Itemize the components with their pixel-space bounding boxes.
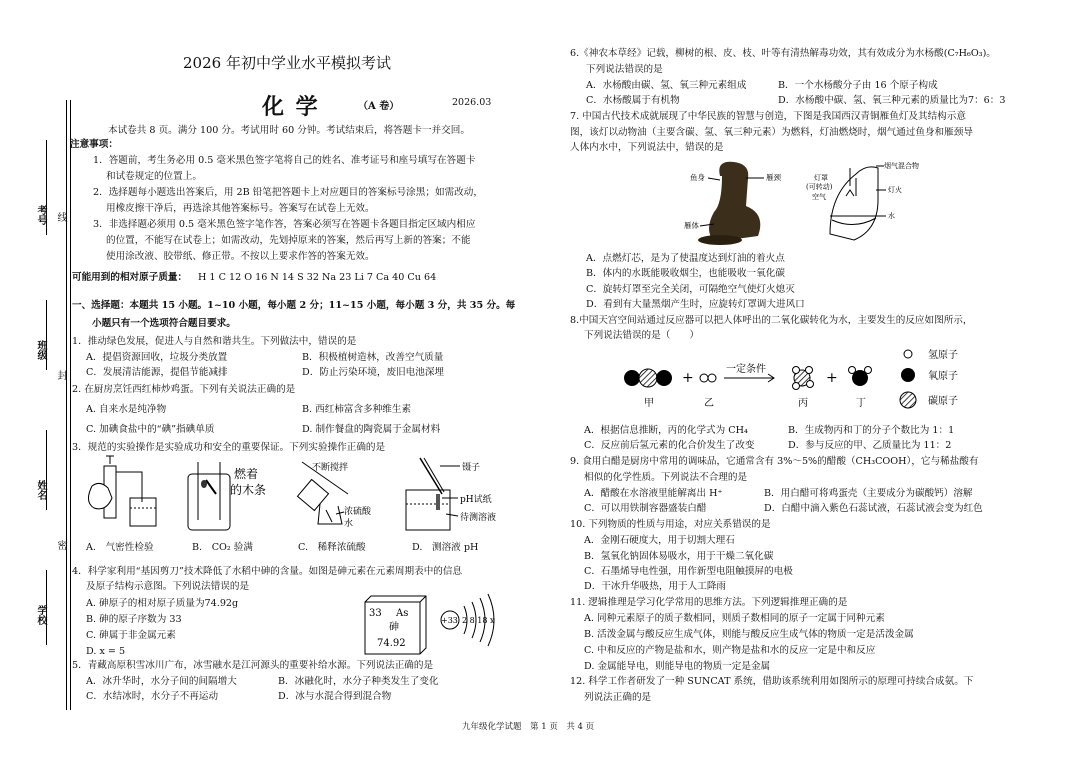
q3-fig-c-water: 水: [344, 519, 354, 529]
electron-shells: 2 8 18 x: [462, 616, 495, 625]
element-symbol: As: [396, 608, 409, 619]
q2-option-b: B. 西红柿富含多种维生素: [302, 404, 412, 415]
q3-option-d: D. 测溶液 pH: [412, 542, 479, 553]
q5-option-b: B．冰融化时，水分子种类发生了变化: [278, 676, 439, 687]
legend-o-marker: [901, 368, 915, 382]
class-blank: [46, 300, 47, 370]
note-line: 1．答题前，考生务必用 0.5 毫米黑色签字笔将自己的姓名、准考证号和座号填写在答题卡: [93, 155, 476, 166]
q5-option-a: A．冰升华时，水分子间的间隔增大: [86, 676, 237, 687]
q11-option-c: C. 中和反应的产物是盐和水，则产物是盐和水的反应一定是中和反应: [584, 645, 876, 656]
lbl-water: 水: [888, 212, 895, 220]
q10-option-c: C．石墨烯导电性强，用作新型电阻触摸屏的电极: [584, 566, 793, 577]
element-atomic-number: 33: [369, 608, 382, 619]
lbl-smoke: 烟气混合物: [884, 162, 919, 170]
section1-heading-cont: 小题只有一个选项符合题目要求。: [92, 318, 236, 329]
q12-stem: 12. 科学工作者研发了一种 SUNCAT 系统，借助该系统利用如图所示的原理可持续合成氨。下: [570, 676, 974, 687]
lbl-fish: 鱼身: [690, 173, 705, 182]
ph-test-figure: [406, 458, 496, 530]
exam-no-blank: [46, 140, 47, 235]
plus-sign-2: +: [826, 370, 838, 386]
q11-option-a: A. 同种元素原子的质子数相同，则质子数相同的原子一定属于同种元素: [584, 613, 885, 624]
dilute-acid-figure: [298, 461, 372, 529]
q7-stem-cont2: 人体内水中，下列说法中，错误的是: [570, 142, 724, 153]
element-mass: 74.92: [377, 638, 406, 649]
q1-option-d: D．防止污染环境，废旧电池深埋: [302, 367, 445, 378]
notes-heading: 注意事项：: [70, 139, 118, 150]
label-yi: 乙: [704, 398, 714, 409]
q11-option-b: B. 活泼金属与酸反应生成气体，则能与酸反应生成气体的物质一定是活泼金属: [584, 629, 914, 640]
label-jia: 甲: [644, 398, 654, 409]
class-label: 班级: [35, 340, 46, 360]
q1-option-b: B．积极植树造林，改善空气质量: [302, 352, 444, 363]
binding-line-inner: [70, 100, 71, 710]
nucleus-charge: +33: [441, 616, 458, 625]
q3-fig-d-paper: pH试纸: [460, 495, 492, 505]
lbl-neck: 雁颈: [766, 173, 781, 182]
molecule-yi: [700, 374, 716, 382]
q5-stem: 5．青藏高原积雪冰川广布，冰雪融水是江河源头的重要补给水源。下列说法正确的是: [72, 660, 434, 671]
school-blank: [46, 570, 47, 645]
q3-option-a: A. 气密性检验: [86, 542, 154, 553]
q6-option-c: C．水杨酸属于有机物: [586, 95, 680, 106]
legend-h: 氢原子: [928, 350, 958, 361]
q8-stem: 8.中国天宫空间站通过反应器可以把人体呼出的二氧化碳转化为水，主要发生的反应如图所示，: [570, 315, 973, 326]
q6-stem: 6.《神农本草经》记载，柳树的根、皮、枝、叶等有清热解毒功效，其有效成分为水杨酸(C₇H₆O₃)。: [570, 48, 996, 59]
q4-option-c: C. 砷属于非金属元素: [86, 630, 176, 641]
q6-option-a: A．水杨酸由碳、氢、氧三种元素组成: [586, 80, 747, 91]
legend-h-marker: [904, 350, 912, 358]
note-line: 2．选择题每小题选出答案后，用 2B 铅笔把答题卡上对应题目的答案标号涂黑；如需改动，: [93, 187, 483, 198]
q3-fig-b-text: 燃着: [234, 467, 259, 481]
q4-stem: 4．科学家利用“基因剪刀”技术降低了水稻中砷的含量。如图是砷元素在元素周期表中的信息: [72, 566, 463, 577]
reaction-condition: 一定条件: [726, 364, 766, 375]
molecule-jia: [624, 369, 672, 387]
q5-option-c: C．水结冰时，水分子不再运动: [86, 691, 219, 702]
seal-char-xian: 线: [55, 212, 66, 222]
q4-stem-cont: 及原子结构示意图。下列说法错误的是: [86, 581, 250, 592]
lbl-fire: 灯火: [888, 186, 902, 194]
q3-stem: 3．规范的实验操作是实验成功和安全的重要保证。下列实验操作正确的是: [72, 442, 386, 453]
q10-option-d: D．干冰升华吸热，用于人工降雨: [584, 581, 727, 592]
q12-stem-cont: 列说法正确的是: [584, 692, 652, 703]
section1-heading: 一、选择题：本题共 15 小题。1~10 小题，每小题 2 分；11~15 小题，每小题 3 分，共 35 分。每: [72, 300, 516, 311]
seal-char-mi: 密: [55, 540, 66, 550]
q4-option-b: B. 砷的原子序数为 33: [86, 614, 182, 625]
q8-option-d: D．参与反应的甲、乙质量比为 11：2: [788, 440, 952, 451]
q7-option-b: B．体内的水既能吸收烟尘，也能吸收一氧化碳: [586, 268, 785, 279]
q9-stem-cont: 相似的化学性质。下列说法不合理的是: [584, 472, 748, 483]
molecule-bing: [793, 367, 814, 390]
airtightness-check-figure: [88, 456, 156, 526]
legend-c-marker: [900, 392, 916, 408]
q6-option-d: D．水杨酸中碳、氢、氧三种元素的质量比为7：6：3: [778, 95, 1006, 106]
q10-stem: 10. 下列物质的性质与用途，对应关系错误的是: [570, 519, 771, 530]
lbl-rotatable: (可转动): [806, 183, 833, 191]
q7-stem-cont: 图，该灯以动物油（主要含碳、氢、氧三种元素）为燃料，灯油燃烧时，烟气通过鱼身和雁颈导: [570, 127, 973, 138]
binding-line: [66, 100, 67, 710]
exam-no-label: 考号: [35, 205, 46, 225]
q3-option-c: C. 稀释浓硫酸: [298, 542, 366, 553]
label-ding: 丁: [856, 398, 866, 409]
q11-stem: 11. 逻辑推理是学习化学常用的思维方法。下列逻辑推理正确的是: [570, 597, 848, 608]
q2-option-c: C. 加碘食盐中的“碘”指碘单质: [86, 424, 215, 435]
q4-option-d: D. x = 5: [86, 646, 126, 657]
co2-full-figure: [188, 462, 266, 530]
legend-o: 氧原子: [928, 371, 958, 382]
q3-fig-c-acid: 浓硫酸: [344, 507, 372, 517]
lbl-shade: 灯罩: [814, 174, 828, 182]
lbl-body: 雁体: [684, 221, 699, 230]
note-line: 的位置，不能写在试卷上；如需改动，先划掉原来的答案，然后再写上新的答案；不能: [106, 235, 471, 246]
seal-char-feng: 封: [55, 370, 66, 380]
q6-stem-cont: 下列说法错误的是: [586, 64, 663, 75]
school-label: 学校: [35, 605, 46, 625]
exam-date: 2026.03: [452, 97, 492, 108]
volume-label: （A 卷）: [358, 101, 400, 112]
note-line: 用橡皮擦干净后，再选涂其他答案标号。答案写在试卷上无效。: [106, 203, 375, 214]
q9-option-c: C．可以用铁制容器盛装白醋: [584, 503, 707, 514]
q7-option-a: A．点燃灯芯，是为了使温度达到灯油的着火点: [586, 253, 785, 264]
q8-option-c: C．反应前后氢元素的化合价发生了改变: [584, 440, 755, 451]
plus-sign: +: [682, 370, 694, 386]
q2-option-a: A. 自来水是纯净物: [86, 404, 167, 415]
goose-fish-lamp-figure: [680, 156, 920, 248]
q2-option-d: D. 制作餐盘的陶瓷属于金属材料: [302, 424, 441, 435]
q9-option-d: D．白醋中滴入紫色石蕊试液，石蕊试液会变为红色: [764, 503, 983, 514]
lamp-photo: [698, 162, 760, 245]
q3-fig-c-stir: 不断搅拌: [312, 463, 349, 473]
q10-option-a: A．金刚石硬度大，用于切割大理石: [584, 535, 735, 546]
label-bing: 丙: [798, 398, 808, 409]
q1-option-c: C．发展清洁能源，提倡节能减排: [86, 367, 228, 378]
q7-stem: 7. 中国古代技术成就展现了中华民族的智慧与创造，下图是我国西汉青铜雁鱼灯及其结构示意: [570, 111, 966, 122]
q3-fig-d-tweezers: 镊子: [462, 463, 481, 473]
intro-text: 本试卷共 8 页。满分 100 分。考试用时 60 分钟。考试结束后，将答题卡一并交回。: [108, 125, 470, 136]
q7-option-d: D．看到有大量黑烟产生时，应旋转灯罩调大进风口: [586, 299, 805, 310]
q8-option-b: B．生成物丙和丁的分子个数比为 1：1: [788, 425, 955, 436]
q3-option-b: B. CO₂ 验满: [192, 542, 253, 553]
atomic-mass-values: H 1 C 12 O 16 N 14 S 32 Na 23 Li 7 Ca 40 Cu 64: [198, 272, 437, 283]
q3-experiment-figures: [80, 454, 540, 540]
note-line: 3．非选择题必须用 0.5 毫米黑色签字笔作答，答案必须写在答题卡各题目指定区域内相应: [93, 219, 476, 230]
q8-stem-cont: 下列说法错误的是（ ）: [584, 330, 700, 341]
q1-stem: 1．推动绿色发展，促进人与自然和谐共生。下列做法中，错误的是: [72, 336, 357, 347]
q2-stem: 2. 在厨房烹饪西红柿炒鸡蛋。下列有关说法正确的是: [72, 384, 296, 395]
atomic-mass-label: 可能用到的相对原子质量：: [72, 272, 188, 283]
name-blank: [46, 430, 47, 510]
element-name: 砷: [389, 622, 399, 633]
q9-stem: 9. 食用白醋是厨房中常用的调味品，它通常含有 3%～5%的醋酸（CH₃COOH），它与稀盐酸有: [570, 456, 979, 467]
q9-option-a: A．醋酸在水溶液里能解离出 H⁺: [584, 488, 723, 499]
q6-option-b: B．一个水杨酸分子由 16 个原子构成: [778, 80, 938, 91]
q1-option-a: A．提倡资源回收，垃圾分类放置: [86, 352, 228, 363]
q5-option-d: D．冰与水混合得到混合物: [278, 691, 392, 702]
molecule-ding: [849, 367, 872, 387]
q4-option-a: A. 砷原子的相对原子质量为74.92g: [86, 598, 239, 609]
q9-option-b: B．用白醋可将鸡蛋壳（主要成分为碳酸钙）溶解: [764, 488, 973, 499]
legend-c: 碳原子: [928, 396, 958, 407]
q8-reaction-figure: [616, 344, 986, 412]
q8-option-a: A．根据信息推断，丙的化学式为 CH₄: [584, 425, 748, 436]
note-line: 使用涂改液、胶带纸、修正带。不按以上要求作答的答案无效。: [106, 251, 375, 262]
q10-option-b: B．氢氧化钠固体易吸水，用于干燥二氧化碳: [584, 551, 774, 562]
subject-title: 化 学: [262, 94, 320, 120]
q3-fig-d-solution: 待测溶液: [460, 513, 497, 523]
q11-option-d: D. 金属能导电，则能导电的物质一定是金属: [584, 661, 771, 672]
exam-title: 2026 年初中学业水平模拟考试: [183, 54, 391, 72]
lbl-air: 空气: [812, 193, 826, 201]
lamp-diagram: [830, 167, 878, 240]
q7-option-c: C．旋转灯罩至完全关闭，可隔绝空气使灯火熄灭: [586, 284, 795, 295]
arsenic-figure: [360, 592, 520, 656]
name-label: 姓名: [35, 480, 46, 500]
q3-fig-b-text2: 的木条: [230, 483, 267, 497]
page-footer: 九年级化学试题 第 1 页 共 4 页: [462, 722, 595, 732]
note-line: 和试卷规定的位置上。: [106, 171, 202, 182]
